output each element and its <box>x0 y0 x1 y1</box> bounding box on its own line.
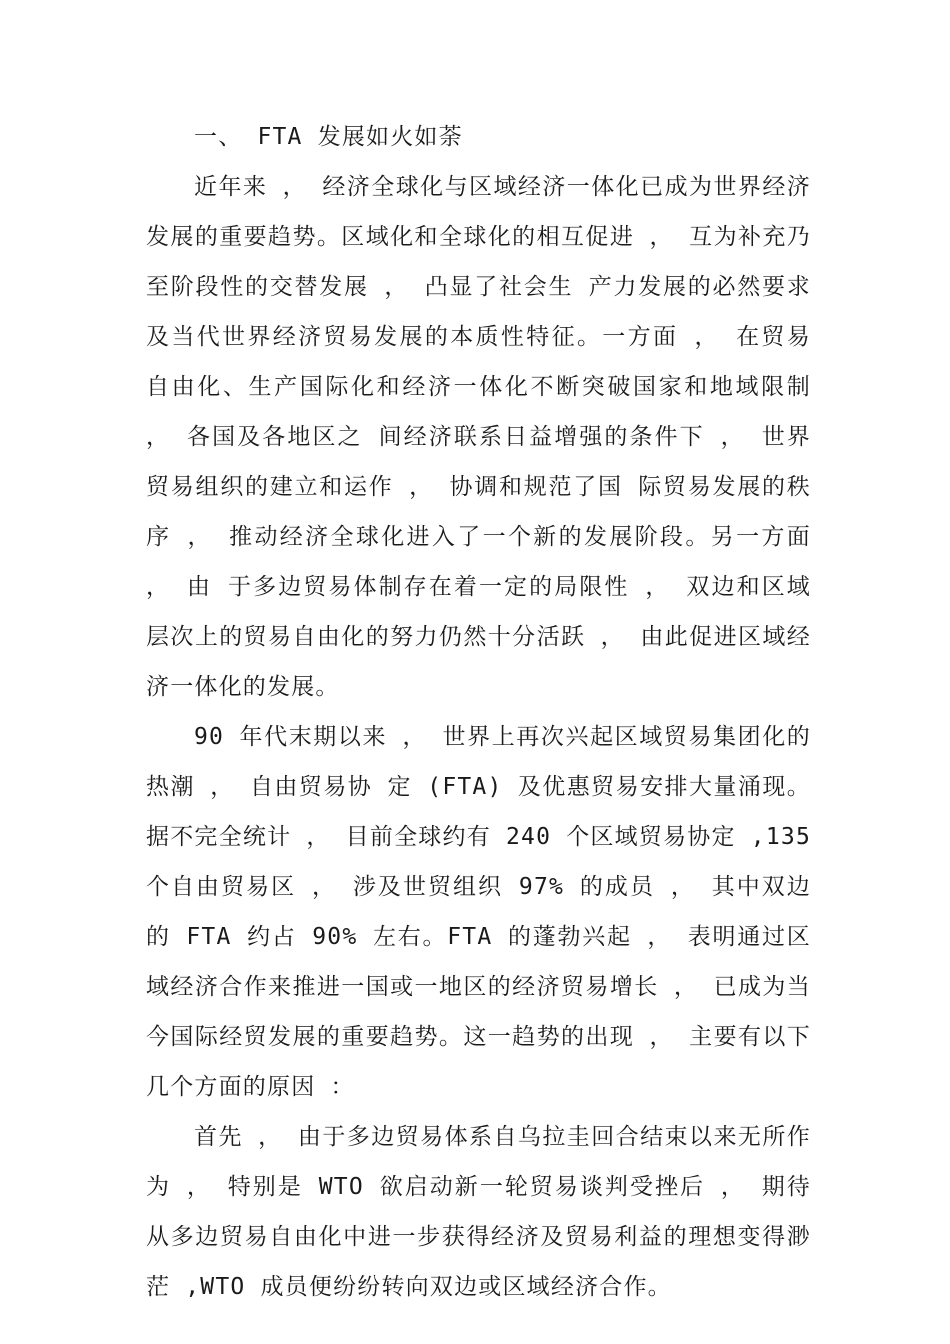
section-heading: 一、 FTA 发展如火如荼 <box>194 124 463 150</box>
paragraph-1: 近年来 ， 经济全球化与区域经济一体化已成为世界经济发展的重要趋势。区域化和全球化的相互促进 ， 互为补充乃至阶段性的交替发展 ， 凸显了社会生 产力发展的必然要求及当代世界经济贸易发展的本质性特征。一方面 ， 在贸易 自由化、生产国际化和经济一体化不断突破国家和地域限制 ， 各国及各地区之 间经济联系日益增强的条件下 ， 世界贸易组织的建立和运作 ， 协调和规范了国 际贸易发展的秩序 ， 推动经济全球化进入了一个新的发展阶段。另一方面 ， 由 于多边贸易体制存在着一定的局限性 ， 双边和区域层次上的贸易自由化的努力仍然十分活跃 ， 由此促进区域经济一体化的发展。 <box>146 174 811 700</box>
document-body <box>146 112 811 1312</box>
paragraph-3: 首先 ， 由于多边贸易体系自乌拉圭回合结束以来无所作为 ， 特别是 WTO 欲启动新一轮贸易谈判受挫后 ， 期待从多边贸易自由化中进一步获得经济及贸易利益的理想变得渺茫 ,WTO 成员便纷纷转向双边或区域经济合作。 <box>146 1124 811 1300</box>
paragraph-2: 90 年代末期以来 ， 世界上再次兴起区域贸易集团化的热潮 ， 自由贸易协 定 (FTA) 及优惠贸易安排大量涌现。据不完全统计 ， 目前全球约有 240 个区域贸易协定 ,135 个自由贸易区 ， 涉及世贸组织 97% 的成员 ， 其中双边的 FTA 约占 90% 左右。FTA 的蓬勃兴起 ， 表明通过区域经济合作来推进一国或一地区的经济贸易增长 ， 已成为当今国际经贸发展的重要趋势。这一趋势的出现 ， 主要有以下几个方面的原因 ： <box>146 724 811 1100</box>
